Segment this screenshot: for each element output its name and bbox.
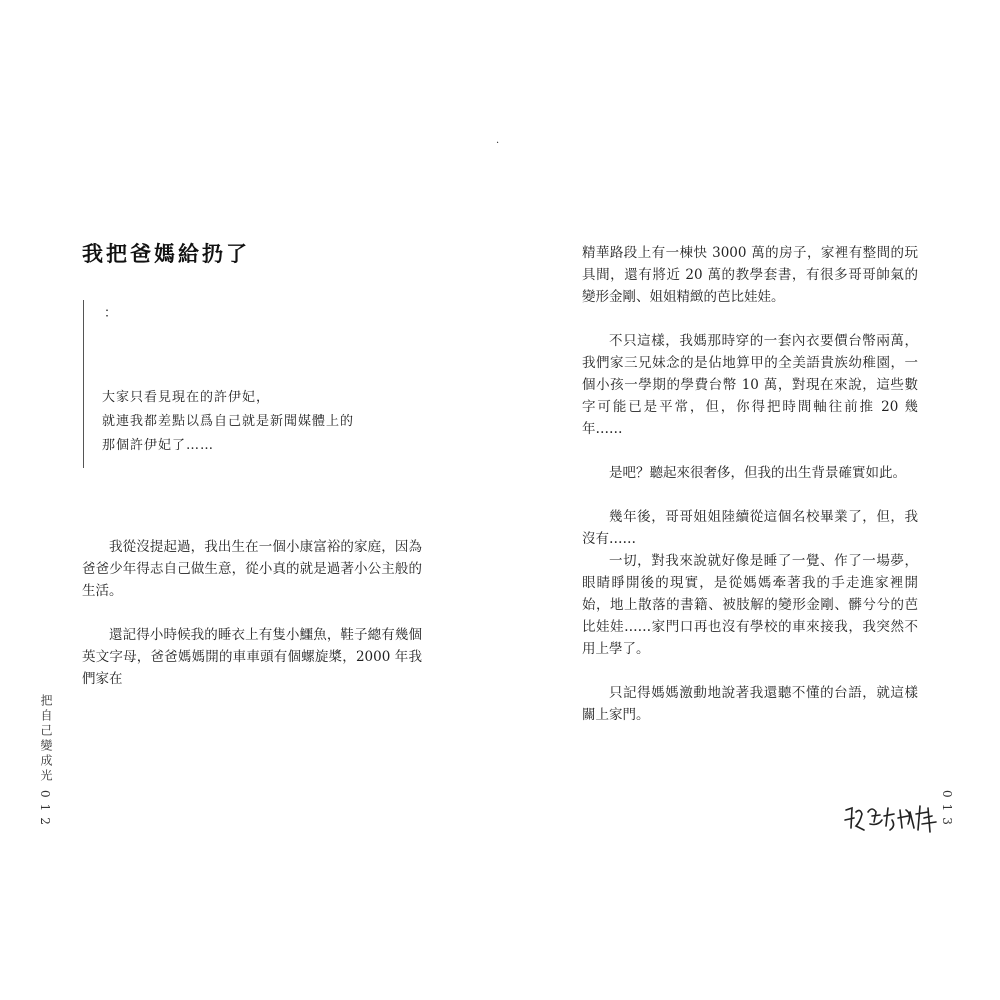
quote-line: 那個許伊妃了…… <box>102 438 215 453</box>
quote-line: 大家只看見現在的許伊妃， <box>102 390 271 405</box>
right-body-text <box>582 242 918 748</box>
body-paragraph: 精華路段上有一棟快 3000 萬的房子，家裡有整間的玩具間，還有將近 20 萬的教學套書，有很多哥哥帥氣的變形金剛、姐姐精緻的芭比娃娃。 <box>582 245 918 305</box>
body-paragraph: 還記得小時候我的睡衣上有隻小鱷魚，鞋子總有幾個英文字母，爸爸媽媽開的車車頭有個螺旋槳，2000 年我們家在 <box>82 627 422 687</box>
body-paragraph: 只記得媽媽激動地說著我還聽不懂的台語，就這樣關上家門。 <box>582 685 918 723</box>
gutter-mark: · <box>496 138 500 149</box>
left-body-text <box>82 536 422 712</box>
running-head: 把自己變成光 <box>39 694 53 784</box>
chapter-title: 我把爸媽給扔了 <box>82 241 250 266</box>
quote-colon: ： <box>104 306 118 321</box>
body-paragraph: 是吧？聽起來很奢侈，但我的出生背景確實如此。 <box>609 465 906 481</box>
body-paragraph: 幾年後，哥哥姐姐陸續從這個名校畢業了，但，我沒有…… <box>582 509 918 547</box>
page-number-right: 013 <box>940 790 954 831</box>
quote-line: 就連我都差點以爲自己就是新聞媒體上的 <box>102 414 355 429</box>
body-paragraph: 一切，對我來說就好像是睡了一覺、作了一場夢，眼睛睜開後的現實，是從媽媽牽著我的手走進家裡開始，地上散落的書籍、被肢解的變形金剛、髒兮兮的芭比娃娃……家門口再也沒有學校的車來接我，我突然不用上學了。 <box>582 553 918 657</box>
body-paragraph: 我從沒提起過，我出生在一個小康富裕的家庭，因為爸爸少年得志自己做生意，從小真的就是過著小公主般的生活。 <box>82 539 422 599</box>
signature-calligraphy <box>842 800 940 836</box>
page-number-left: 012 <box>38 790 52 831</box>
pull-quote <box>83 300 384 468</box>
body-paragraph: 不只這樣，我媽那時穿的一套內衣要價台幣兩萬，我們家三兄妹念的是佔地算甲的全美語貴族幼稚園，一個小孩一學期的學費台幣 10 萬，對現在來說，這些數字可能已是平常，但，你得把時間軸往前推 20 幾年…… <box>582 333 918 437</box>
